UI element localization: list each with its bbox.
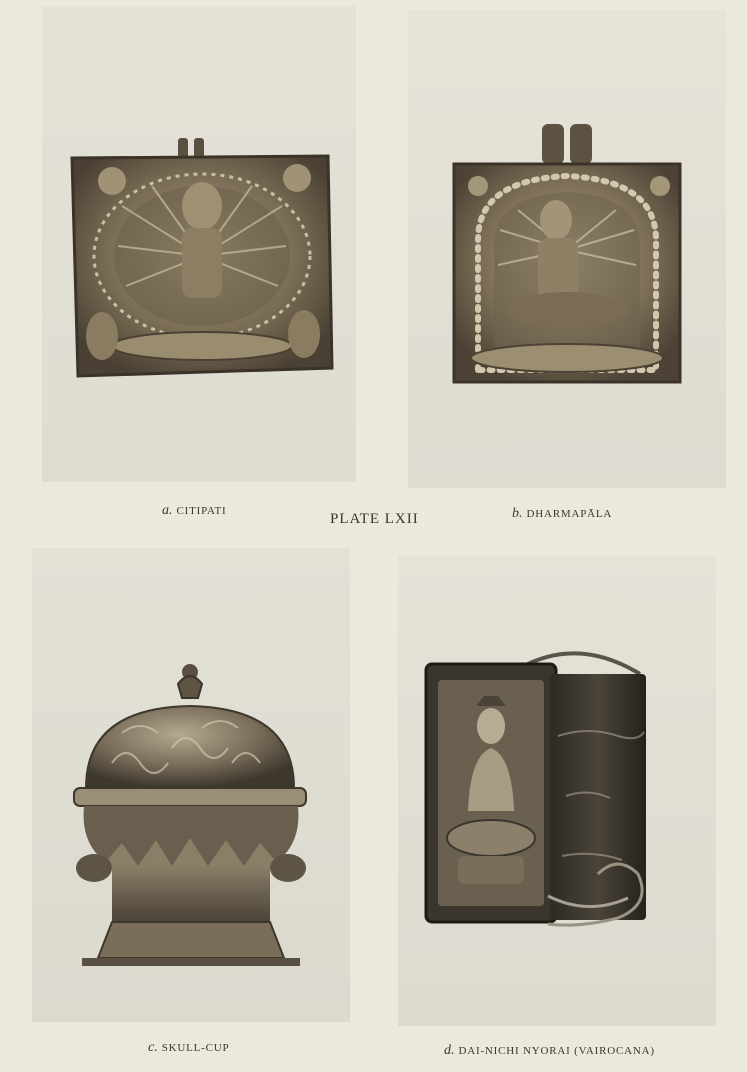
- photo-vairocana: [398, 556, 716, 1026]
- figure-letter: b.: [512, 506, 523, 521]
- caption-vairocana: [444, 1043, 655, 1059]
- dharmapala-amulet-box-icon: [408, 10, 726, 488]
- photo-citipati: [42, 6, 356, 482]
- figure-caption-text: DAI-NICHI NYORAI (VAIROCANA): [458, 1045, 655, 1057]
- figure-caption-text: SKULL-CUP: [161, 1042, 230, 1054]
- caption-citipati: [162, 503, 227, 519]
- photo-dharmapala: [408, 10, 726, 488]
- figure-caption-text: DHARMAPĀLA: [526, 508, 613, 520]
- figure-letter: c.: [148, 1040, 158, 1055]
- figure-letter: a.: [162, 503, 173, 518]
- caption-skull-cup: [148, 1040, 229, 1056]
- citipati-amulet-box-icon: [42, 6, 356, 482]
- figure-caption-text: CITIPATI: [176, 505, 227, 517]
- caption-dharmapala: [512, 506, 612, 522]
- figure-letter: d.: [444, 1043, 455, 1058]
- photo-skull-cup: [32, 548, 350, 1022]
- plate-title: PLATE LXII: [330, 511, 419, 527]
- vairocana-shrine-case-icon: [398, 556, 716, 1026]
- skull-cup-icon: [32, 548, 350, 1022]
